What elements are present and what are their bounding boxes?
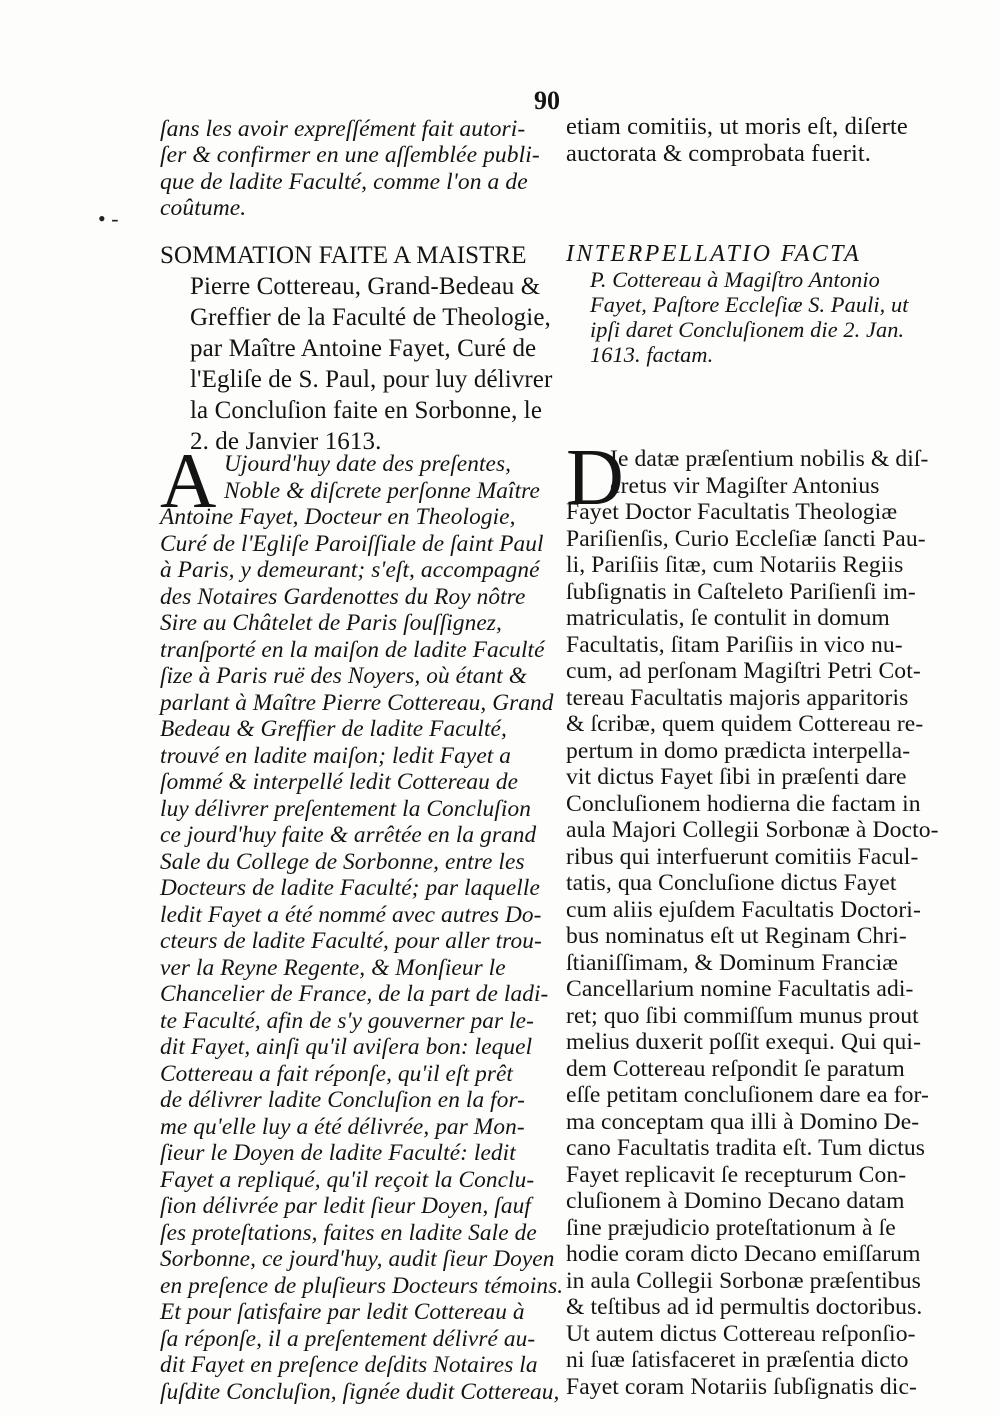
text-line: li, Pariſiis ſitæ, cum Notariis Regiis bbox=[566, 552, 904, 578]
text-line: Sorbonne, ce jourd'huy, audit ſieur Doyen bbox=[160, 1246, 555, 1272]
text-line: ſine præjudicio proteſtationum à ſe bbox=[566, 1214, 896, 1241]
right-body bbox=[566, 446, 956, 1400]
text-line: 1613. factam. bbox=[590, 342, 714, 367]
text-line: P. Cottereau à Magiſtro Antonio bbox=[590, 267, 880, 292]
text-line: & ſcribæ, quem quidem Cottereau re- bbox=[566, 711, 924, 737]
text-line: eſſe petitam concluſionem dare ea for- bbox=[566, 1082, 929, 1108]
text-line: etiam comitiis, ut moris eſt, diſerte bbox=[566, 113, 908, 140]
text-line: Sale du College de Sorbonne, entre les bbox=[160, 848, 525, 875]
text-line: Chancelier de France, de la part de ladi- bbox=[160, 981, 549, 1007]
text-line: tereau Facultatis majoris apparitoris bbox=[566, 684, 909, 711]
text-line: 2. de Janvier 1613. bbox=[190, 428, 382, 455]
text-line: tatis, qua Concluſione dictus Fayet bbox=[566, 870, 897, 896]
text-line: cteurs de ladite Faculté, pour aller trou- bbox=[160, 928, 542, 954]
text-line: ipſi daret Concluſionem die 2. Jan. bbox=[590, 317, 905, 342]
text-line: Bedeau & Greffier de ladite Faculté, bbox=[160, 716, 507, 742]
text-line: ſtianiſſimam, & Dominum Franciæ bbox=[566, 949, 899, 976]
text-line: Fayet Doctor Facultatis Theologiæ bbox=[566, 499, 898, 525]
text-line: ſer & confirmer en une aſſemblée publi- bbox=[160, 142, 540, 169]
text-line: ver la Reyne Regente, & Monſieur le bbox=[160, 954, 506, 981]
text-line: ſommé & interpellé ledit Cottereau de bbox=[160, 769, 519, 795]
text-line: Antoine Fayet, Docteur en Theologie, bbox=[160, 504, 516, 530]
text-line: & teſtibus ad id permultis doctoribus. bbox=[566, 1294, 923, 1320]
text-line: ledit Fayet a été nommé avec autres Do- bbox=[160, 901, 542, 928]
text-line: Cancellarium nomine Facultatis adi- bbox=[566, 976, 914, 1002]
text-line: des Notaires Gardenottes du Roy nôtre bbox=[160, 583, 526, 610]
left-body bbox=[160, 451, 564, 1405]
text-line: Docteurs de ladite Faculté; par laquelle bbox=[160, 875, 540, 901]
text-line: ſieur le Doyen de ladite Faculté: ledit bbox=[160, 1140, 516, 1166]
drop-cap-d: D bbox=[566, 434, 624, 522]
text-line: Pariſienſis, Curio Eccleſiæ ſancti Pau- bbox=[566, 525, 926, 552]
text-line: ſuſdite Concluſion, ſignée dudit Cottereau, bbox=[160, 1378, 560, 1405]
text-line: la Concluſion faite en Sorbonne, le bbox=[190, 397, 543, 424]
text-line: parlant à Maître Pierre Cottereau, Grand bbox=[160, 689, 554, 716]
text-line: bus nominatus eſt ut Reginam Chri- bbox=[566, 923, 907, 949]
text-line: vit dictus Fayet ſibi in præſenti dare bbox=[566, 764, 907, 790]
text-line: Ujourd'huy date des preſentes, bbox=[224, 451, 512, 477]
text-line: SOMMATION FAITE A MAISTRE bbox=[160, 242, 527, 269]
text-line: in aula Collegii Sorbonæ præſentibus bbox=[566, 1267, 921, 1294]
text-line: Fayet a repliqué, qu'il reçoit la Conclu- bbox=[160, 1166, 535, 1193]
text-line: Et pour ſatisfaire par ledit Cottereau à bbox=[160, 1299, 525, 1325]
text-line: Sire au Châtelet de Paris ſouſſignez, bbox=[160, 610, 502, 636]
text-line: ni ſuæ ſatisfaceret in præſentia dicto bbox=[566, 1347, 909, 1373]
text-line: Noble & diſcrete perſonne Maître bbox=[224, 477, 540, 504]
text-line: aula Majori Collegii Sorbonæ à Docto- bbox=[566, 817, 939, 843]
text-line: Fayet replicavit ſe recepturum Con- bbox=[566, 1161, 907, 1188]
margin-mark: • - bbox=[98, 206, 119, 231]
text-line: en preſence de pluſieurs Docteurs témoins. bbox=[160, 1272, 564, 1299]
page-number: 90 bbox=[534, 86, 560, 115]
text-line: me qu'elle luy a été délivrée, par Mon- bbox=[160, 1113, 525, 1140]
text-line: ſion délivrée par ledit ſieur Doyen, ſauf bbox=[160, 1193, 531, 1219]
text-line: tranſporté en la maiſon de ladite Faculté bbox=[160, 636, 545, 663]
text-line: ſa réponſe, il a preſentement délivré au- bbox=[160, 1325, 536, 1352]
left-intro bbox=[160, 116, 555, 222]
right-intro bbox=[566, 113, 956, 167]
text-line: ſize à Paris ruë des Noyers, où étant & bbox=[160, 663, 527, 689]
text-line: ſes proteſtations, faites en ladite Sale de bbox=[160, 1219, 537, 1246]
text-line: Facultatis, ſitam Pariſiis in vico nu- bbox=[566, 631, 903, 658]
text-line: à Paris, y demeurant; s'eſt, accompagné bbox=[160, 557, 540, 583]
text-line: ſubſignatis in Caſteleto Pariſienſi im- bbox=[566, 578, 916, 605]
text-line: Fayet, Paſtore Eccleſiæ S. Pauli, ut bbox=[590, 292, 909, 317]
text-line: matriculatis, ſe contulit in domum bbox=[566, 605, 890, 631]
text-line: INTERPELLATIO FACTA bbox=[566, 241, 862, 267]
text-line: que de ladite Faculté, comme l'on a de bbox=[160, 168, 528, 195]
text-line: cretus vir Magiſter Antonius bbox=[610, 472, 880, 499]
text-line: cum, ad perſonam Magiſtri Petri Cot- bbox=[566, 658, 921, 684]
text-line: auctorata & comprobata fuerit. bbox=[566, 140, 872, 167]
text-line: pertum in domo prædicta interpella- bbox=[566, 737, 911, 764]
text-line: te Faculté, afin de s'y gouverner par le- bbox=[160, 1007, 534, 1034]
text-line: cluſionem à Domino Decano datam bbox=[566, 1188, 905, 1214]
text-line: Greffier de la Faculté de Theologie, bbox=[190, 304, 551, 331]
text-line: cum aliis ejuſdem Facultatis Doctori- bbox=[566, 896, 921, 923]
text-line: ſans les avoir expreſſément fait autori- bbox=[160, 116, 526, 142]
text-line: trouvé en ladite maiſon; ledit Fayet a bbox=[160, 742, 512, 769]
text-line: par Maître Antoine Fayet, Curé de bbox=[190, 335, 537, 362]
text-line: hodie coram dicto Decano emiſſarum bbox=[566, 1241, 921, 1267]
text-line: Fayet coram Notariis ſubſignatis dic- bbox=[566, 1373, 917, 1400]
text-line: dit Fayet, ainſi qu'il aviſera bon: lequel bbox=[160, 1034, 533, 1060]
right-heading bbox=[566, 242, 956, 367]
text-line: dem Cottereau reſpondit ſe paratum bbox=[566, 1055, 905, 1082]
text-line: Ie datæ præſentium nobilis & diſ- bbox=[610, 446, 929, 472]
text-line: coûtume. bbox=[160, 195, 247, 222]
text-line: de délivrer ladite Concluſion en la for- bbox=[160, 1087, 525, 1113]
text-line: Pierre Cottereau, Grand-Bedeau & bbox=[190, 273, 541, 300]
text-line: ret; quo ſibi commiſſum munus prout bbox=[566, 1002, 919, 1029]
text-line: luy délivrer preſentement la Concluſion bbox=[160, 795, 531, 822]
text-line: Cottereau a fait réponſe, qu'il eſt prêt bbox=[160, 1060, 513, 1087]
text-line: cano Facultatis tradita eſt. Tum dictus bbox=[566, 1135, 926, 1161]
text-line: dit Fayet en preſence deſdits Notaires la bbox=[160, 1352, 538, 1378]
drop-cap-a: A bbox=[160, 437, 217, 524]
text-line: melius duxerit poſſit exequi. Qui qui- bbox=[566, 1029, 922, 1055]
text-line: Ut autem dictus Cottereau reſponſio- bbox=[566, 1320, 916, 1347]
text-line: ce jourd'huy faite & arrêtée en la grand bbox=[160, 822, 537, 848]
text-line: l'Egliſe de S. Paul, pour luy délivrer bbox=[190, 366, 553, 393]
left-heading bbox=[160, 240, 555, 457]
text-line: ribus qui interfuerunt comitiis Facul- bbox=[566, 843, 919, 870]
text-line: Curé de l'Egliſe Paroiſſiale de ſaint Paul bbox=[160, 530, 544, 557]
text-line: Concluſionem hodierna die factam in bbox=[566, 790, 921, 817]
text-line: ma conceptam qua illi à Domino De- bbox=[566, 1108, 920, 1135]
